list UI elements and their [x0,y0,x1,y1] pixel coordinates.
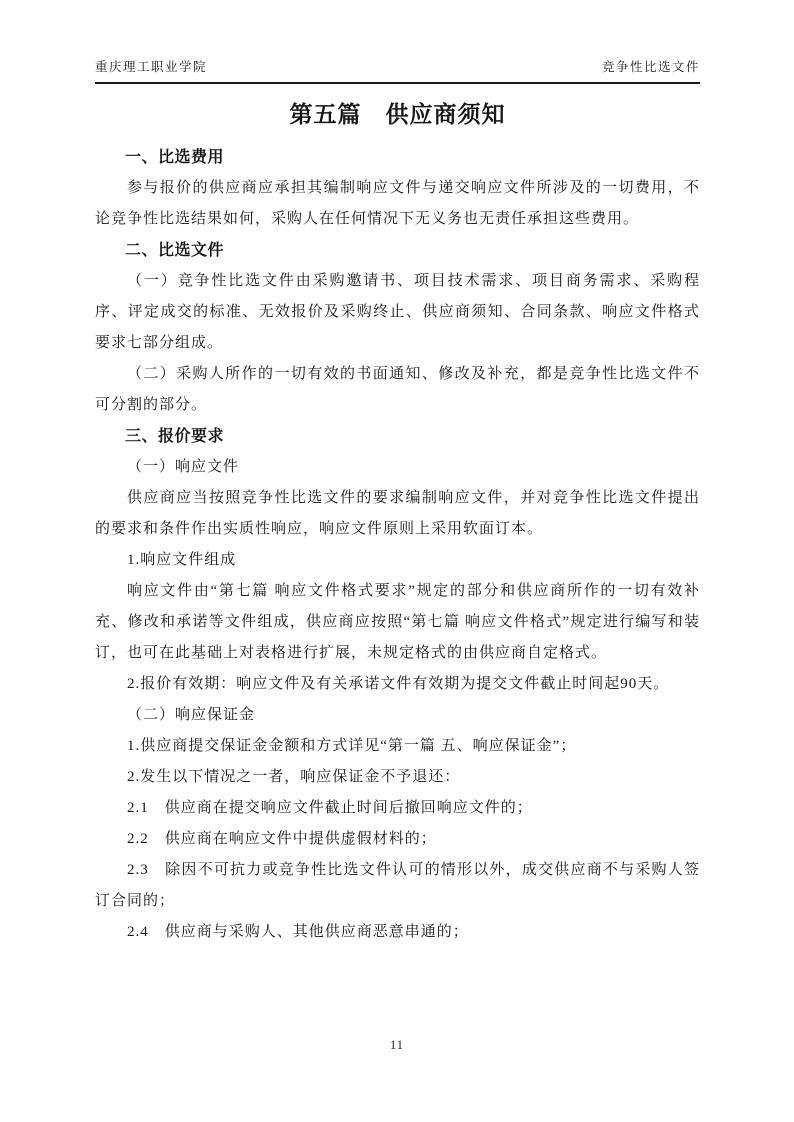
header-left-text: 重庆理工职业学院 [95,60,208,74]
page-number: 11 [389,1038,405,1052]
paragraph: （一）响应文件 [127,459,240,475]
section-heading-3: 三、报价要求 [125,428,225,445]
list-item-2-3: 2.3 除因不可抗力或竞争性比选文件认可的情形以外，成交供应商不与采购人签订合同的； [95,862,700,909]
paragraph: 2.报价有效期：响应文件及有关承诺文件有效期为提交文件截止时间起90天。 [127,676,670,692]
list-item-2-4: 2.4 供应商与采购人、其他供应商恶意串通的； [127,924,469,940]
paragraph: 1.响应文件组成 [127,552,237,568]
paragraph: （二）响应保证金 [127,707,256,723]
paragraph: 2.发生以下情况之一者，响应保证金不予退还： [127,769,461,785]
paragraph: （二）采购人所作的一切有效的书面通知、修改及补充，都是竞争性比选文件不可分割的部分。 [95,366,700,413]
paragraph: 1.供应商提交保证金金额和方式详见“第一篇 五、响应保证金”； [127,738,577,754]
paragraph: 响应文件由“第七篇 响应文件格式要求”规定的部分和供应商所作的一切有效补充、修改和承诺等文件组成，供应商应按照“第七篇 响应文件格式”规定进行编写和装订，也可在此基础上对表格进行扩展，未规定格式的由供应商自定格式。 [95,583,700,661]
header-right-text: 竞争性比选文件 [601,60,700,74]
document-body [95,92,700,948]
page-footer [0,1038,794,1053]
paragraph: 供应商应当按照竞争性比选文件的要求编制响应文件，并对竞争性比选文件提出的要求和条件作出实质性响应，响应文件原则上采用软面订本。 [95,490,700,537]
list-item-2-2: 2.2 供应商在响应文件中提供虚假材料的； [127,831,437,847]
section-heading-2: 二、比选文件 [125,242,225,259]
page-header [95,57,700,84]
page-title: 第五篇 供应商须知 [289,101,506,127]
section-heading-1: 一、比选费用 [125,149,225,166]
paragraph: 参与报价的供应商应承担其编制响应文件与递交响应文件所涉及的一切费用，不论竞争性比选结果如何，采购人在任何情况下无义务也无责任承担这些费用。 [95,180,700,227]
paragraph: （一）竞争性比选文件由采购邀请书、项目技术需求、项目商务需求、采购程序、评定成交的标准、无效报价及采购终止、供应商须知、合同条款、响应文件格式要求七部分组成。 [95,273,700,351]
list-item-2-1: 2.1 供应商在提交响应文件截止时间后撤回响应文件的； [127,800,533,816]
